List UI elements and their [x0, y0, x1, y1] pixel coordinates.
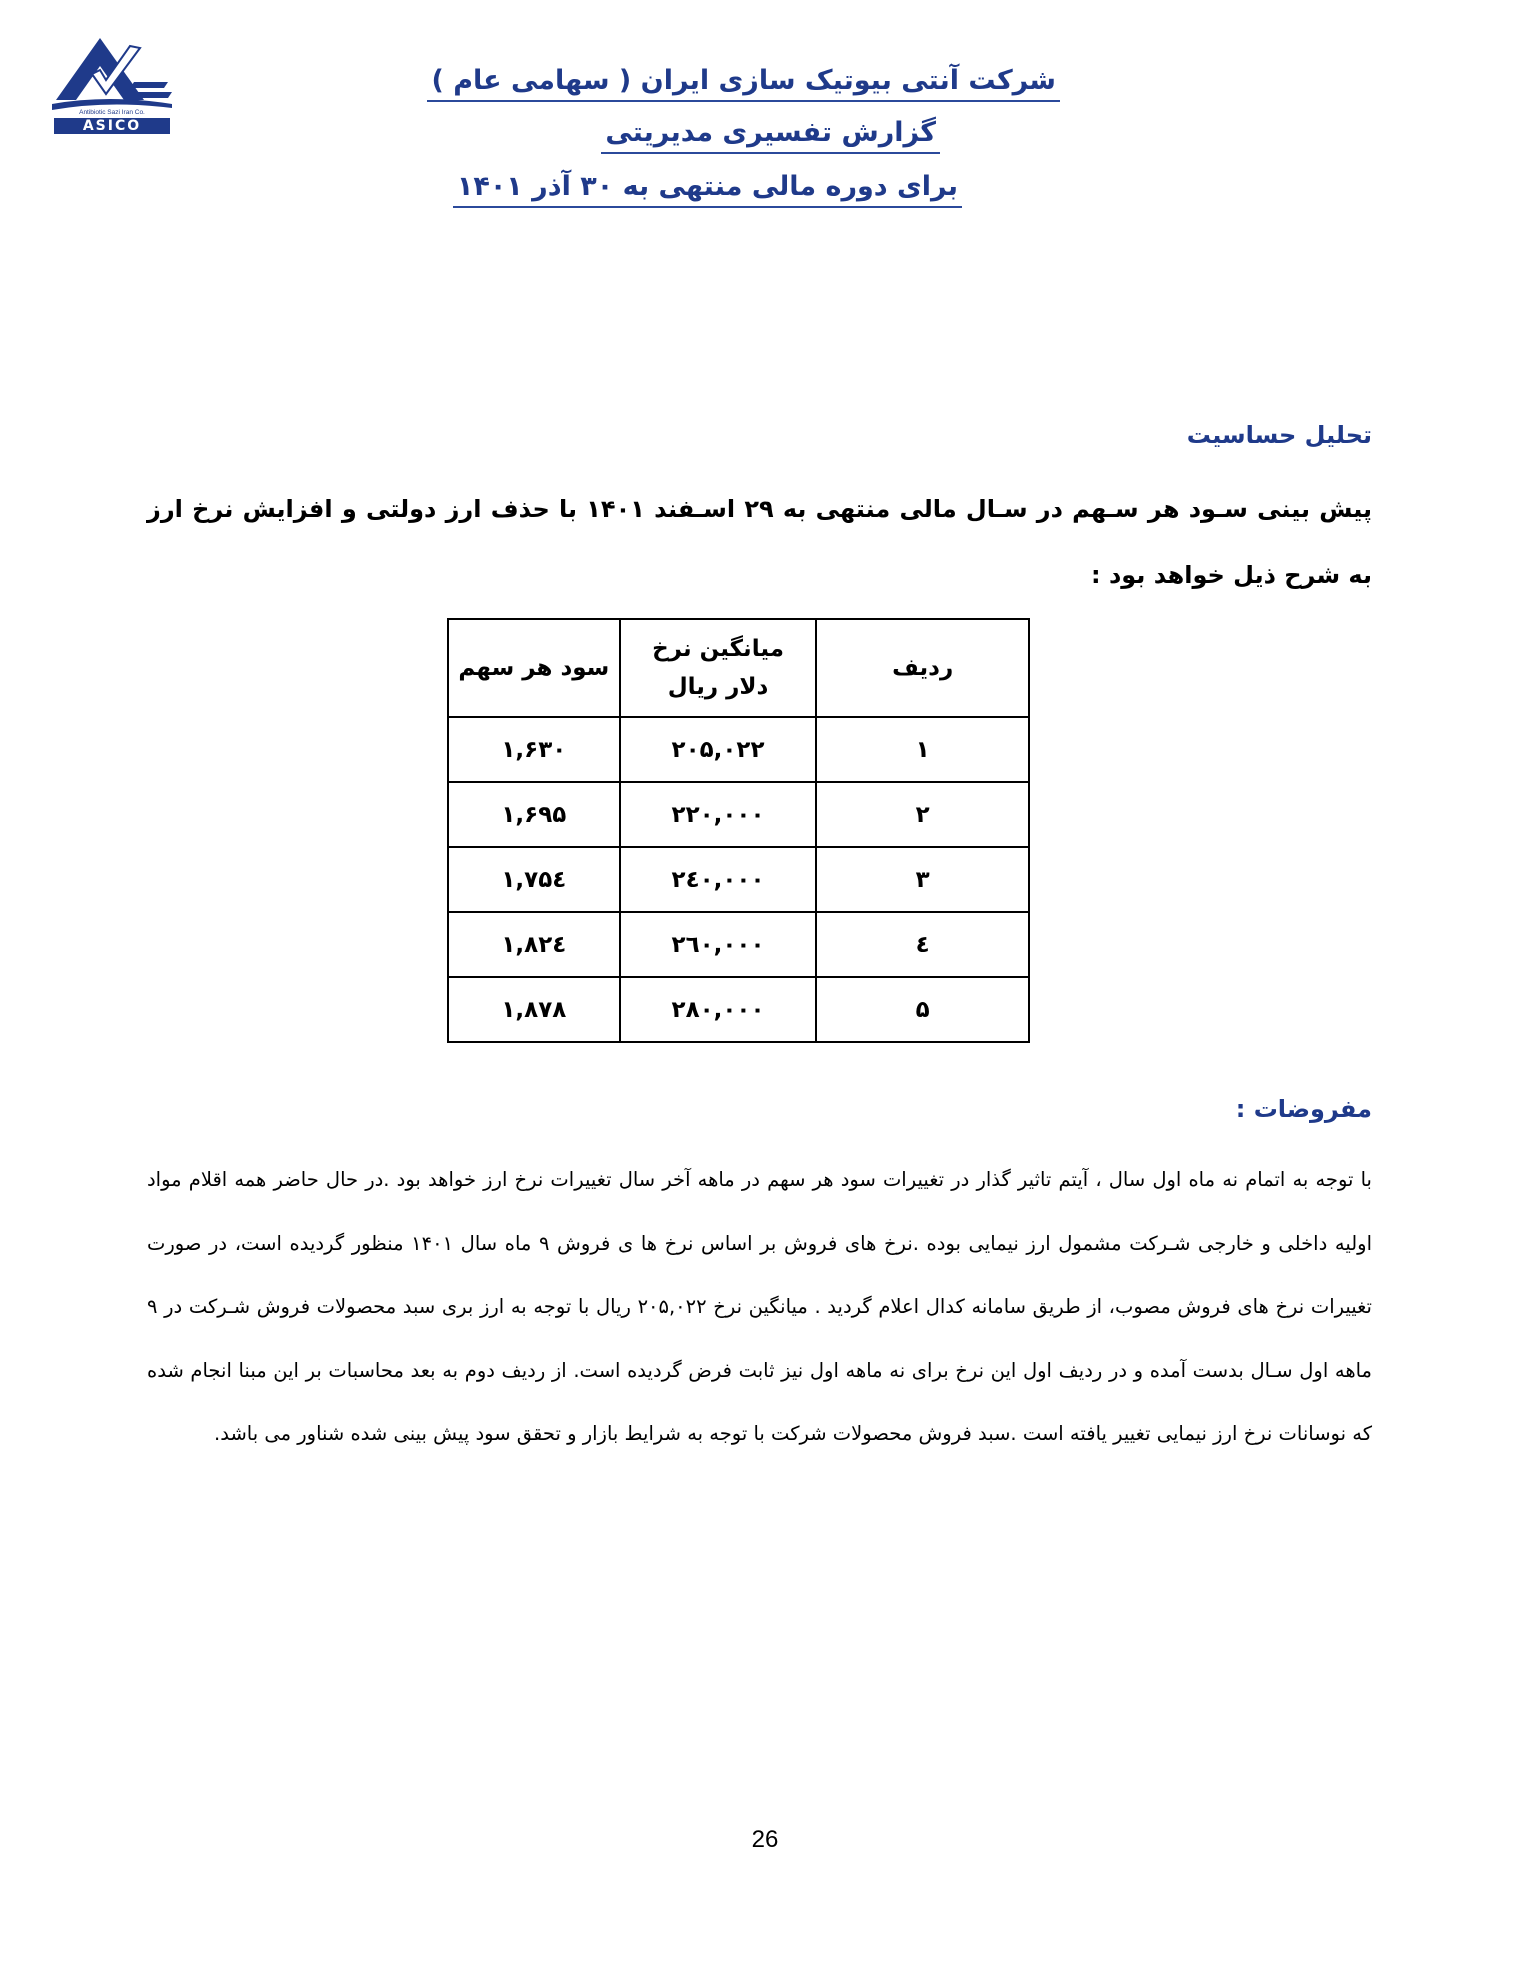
- cell-eps: ۱,۶۹۵: [448, 782, 620, 847]
- header-eps: سود هر سهم: [448, 619, 620, 717]
- header-row-number: ردیف: [816, 619, 1029, 717]
- cell-row: ٤: [816, 912, 1029, 977]
- table-header-row: [448, 619, 1029, 717]
- logo-caption: Antibiotic Sazi Iran Co.: [79, 109, 145, 116]
- table-row: [448, 782, 1029, 847]
- cell-row: ۳: [816, 847, 1029, 912]
- header-rate-line2: دلار ریال: [667, 674, 769, 700]
- cell-eps: ۱,۸۲٤: [448, 912, 620, 977]
- cell-rate: ۲۰۵,۰۲۲: [620, 717, 817, 782]
- assumptions-text: با توجه به اتمام نه ماه اول سال ، آیتم تاثیر گذار در تغییرات سود هر سهم در ماهه آخر سال تغییرات نرخ ارز خواهد بود .در حال حاضر همه اقلام مواد اولیه داخلی و خارجی شـرکت مشمول ارز نیمایی بوده .نرخ های فروش بر اساس نرخ ها ی فروش ۹ ماه سال ۱۴۰۱ منظور گردیده است، در صورت تغییرات نرخ های فروش مصوب، از طریق سامانه کدال اعلام گردید . میانگین نرخ ۲۰۵,۰۲۲ ریال با توجه به ارز بری سبد محصولات فروش شـرکت در ۹ ماهه اول سـال بدست آمده و در ردیف اول این نرخ برای نه ماهه اول نیز ثابت فرض گردیده است. از ردیف دوم به بعد محاسبات بر این مبنا انجام شده که نوسانات نرخ ارز نیمایی تغییر یافته است .سبد فروش محصولات شرکت با توجه به شرایط بازار و تحقق سود پیش بینی شده شناور می باشد.: [147, 1168, 1372, 1445]
- header-rate-line1: میانگین نرخ: [652, 636, 784, 662]
- page-number: 26: [751, 1826, 779, 1853]
- company-logo: [48, 30, 176, 134]
- logo-mark: ASICO: [82, 118, 142, 134]
- header-report: [601, 116, 940, 150]
- assumptions-title: مفروضات :: [1235, 1095, 1372, 1123]
- cell-row: ۲: [816, 782, 1029, 847]
- cell-eps: ۱,۸۷۸: [448, 977, 620, 1042]
- table-row: [448, 847, 1029, 912]
- cell-eps: ۱,۷۵٤: [448, 847, 620, 912]
- cell-rate: ۲۸۰,۰۰۰: [620, 977, 817, 1042]
- header-period: [453, 170, 962, 204]
- cell-rate: ۲٤۰,۰۰۰: [620, 847, 817, 912]
- table-row: [448, 717, 1029, 782]
- sensitivity-title: تحلیل حساسیت: [1186, 421, 1372, 449]
- cell-row: ۱: [816, 717, 1029, 782]
- sensitivity-table: [447, 618, 1030, 1043]
- company-name: شرکت آنتی بیوتیک سازی ایران ( سهامی عام ): [427, 65, 1060, 102]
- cell-rate: ۲٦۰,۰۰۰: [620, 912, 817, 977]
- report-period: برای دوره مالی منتهی به ۳۰ آذر ۱۴۰۱: [453, 171, 962, 208]
- cell-row: ۵: [816, 977, 1029, 1042]
- header-company: [427, 64, 1060, 98]
- sensitivity-lead: پیش بینی سـود هر سـهم در سـال مالی منتهی به ۲۹ اسـفند ۱۴۰۱ با حذف ارز دولتی و افزایش نرخ ارز به شرح ذیل خواهد بود :: [147, 495, 1372, 589]
- report-title: گزارش تفسیری مدیریتی: [601, 117, 940, 154]
- cell-eps: ۱,۶۳۰: [448, 717, 620, 782]
- table-row: [448, 912, 1029, 977]
- table-row: [448, 977, 1029, 1042]
- header-dollar-rate: [620, 619, 817, 717]
- cell-rate: ۲۲۰,۰۰۰: [620, 782, 817, 847]
